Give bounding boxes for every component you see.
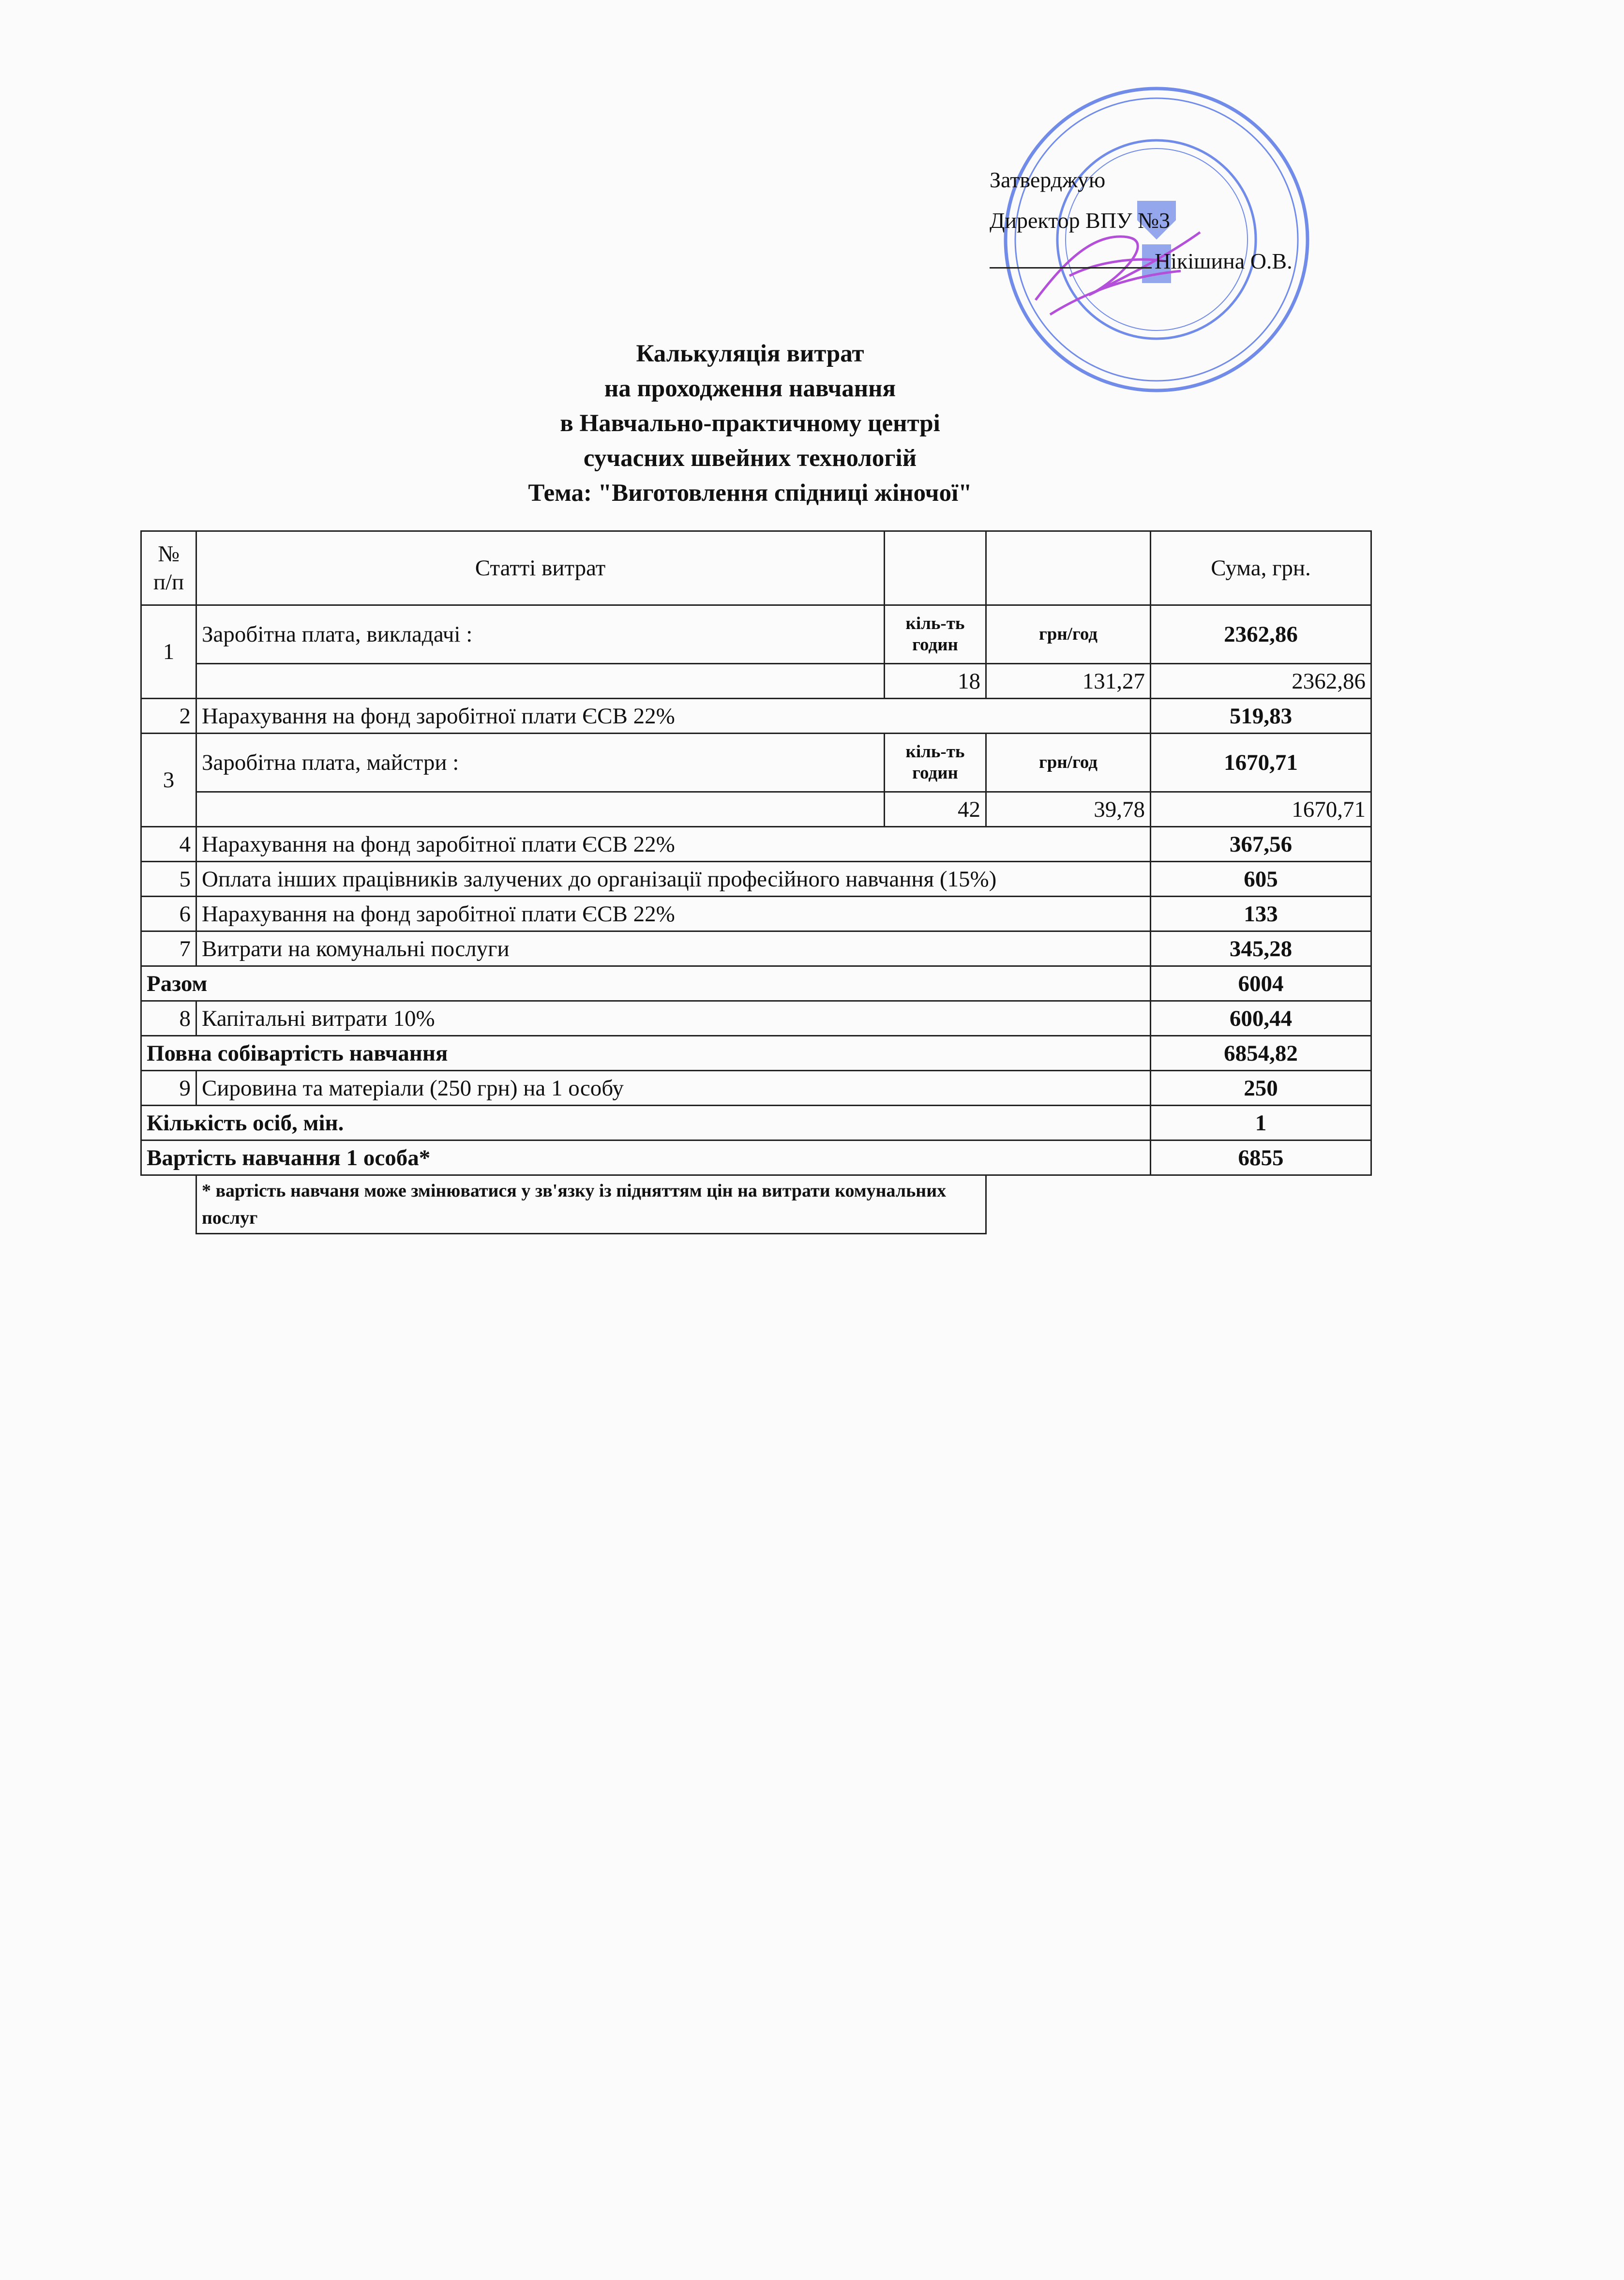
row-sum: 1670,71	[1151, 734, 1371, 792]
row-sum: 2362,86	[1151, 605, 1371, 664]
title-line-3: в Навчально-практичному центрі	[560, 410, 940, 437]
table-row	[141, 1071, 1371, 1106]
table-row	[141, 605, 1371, 664]
table-header-row	[141, 531, 1371, 605]
title-line-2: на проходження навчання	[604, 375, 896, 402]
row-num: 9	[141, 1071, 196, 1106]
table-row	[141, 931, 1371, 966]
header-empty-2	[986, 531, 1151, 605]
per-person-label: Вартість навчання 1 особа*	[141, 1140, 1151, 1175]
table-row	[141, 1001, 1371, 1036]
row-label-empty	[196, 664, 885, 699]
header-num: № п/п	[141, 531, 196, 605]
table-row	[141, 734, 1371, 792]
sub-header-rate: грн/год	[986, 734, 1151, 792]
table-footnote: * вартість навчаня може змінюватися у зв'язку із підняттям цін на витрати комунальних послуг	[196, 1175, 986, 1234]
table-row	[141, 897, 1371, 931]
total-label: Разом	[141, 966, 1151, 1001]
signature-underline	[990, 267, 1152, 269]
cost-calculation-table	[140, 530, 1372, 1234]
row-num: 1	[141, 605, 196, 699]
per-person-sum: 6855	[1151, 1140, 1371, 1175]
table-row	[141, 827, 1371, 862]
row-sum: 600,44	[1151, 1001, 1371, 1036]
row-label: Витрати на комунальні послуги	[196, 931, 1151, 966]
full-cost-sum: 6854,82	[1151, 1036, 1371, 1071]
full-cost-label: Повна собівартість навчання	[141, 1036, 1151, 1071]
row-sum: 133	[1151, 897, 1371, 931]
row-num: 8	[141, 1001, 196, 1036]
header-empty-1	[885, 531, 986, 605]
table-subrow	[141, 664, 1371, 699]
note-spacer	[1151, 1175, 1371, 1234]
row-num: 7	[141, 931, 196, 966]
row-label: Капітальні витрати 10%	[196, 1001, 1151, 1036]
row-num: 2	[141, 699, 196, 734]
table-subrow	[141, 792, 1371, 827]
note-spacer	[986, 1175, 1151, 1234]
row-sum: 519,83	[1151, 699, 1371, 734]
table-total-row	[141, 1140, 1371, 1175]
row-label: Нарахування на фонд заробітної плати ЄСВ 22%	[196, 897, 1151, 931]
approval-position: Директор ВПУ №3	[990, 208, 1171, 233]
persons-label: Кількість осіб, мін.	[141, 1106, 1151, 1140]
table-total-row	[141, 966, 1371, 1001]
title-line-5: Тема: "Виготовлення спідниці жіночої"	[528, 480, 972, 507]
table-total-row	[141, 1106, 1371, 1140]
row-sub-sum: 2362,86	[1151, 664, 1371, 699]
note-spacer	[141, 1175, 196, 1234]
row-num: 5	[141, 862, 196, 897]
header-item: Статті витрат	[196, 531, 885, 605]
row-sum: 250	[1151, 1071, 1371, 1106]
title-line-1: Калькуляція витрат	[636, 340, 864, 367]
row-num: 6	[141, 897, 196, 931]
sub-header-rate: грн/год	[986, 605, 1151, 664]
row-hours: 18	[885, 664, 986, 699]
row-label: Заробітна плата, викладачі :	[196, 605, 885, 664]
row-num: 4	[141, 827, 196, 862]
table-total-row	[141, 1036, 1371, 1071]
persons-sum: 1	[1151, 1106, 1371, 1140]
row-label-empty	[196, 792, 885, 827]
approval-block	[990, 160, 1293, 282]
row-label: Заробітна плата, майстри :	[196, 734, 885, 792]
row-sum: 605	[1151, 862, 1371, 897]
row-rate: 131,27	[986, 664, 1151, 699]
title-line-4: сучасних швейних технологій	[583, 445, 917, 472]
document-title	[426, 336, 1074, 510]
row-label: Нарахування на фонд заробітної плати ЄСВ 22%	[196, 827, 1151, 862]
table-note-row	[141, 1175, 1371, 1234]
row-label: Оплата інших працівників залучених до організації професійного навчання (15%)	[196, 862, 1151, 897]
header-sum: Сума, грн.	[1151, 531, 1371, 605]
approval-signature-line	[990, 241, 1293, 282]
row-num: 3	[141, 734, 196, 827]
total-sum: 6004	[1151, 966, 1371, 1001]
row-hours: 42	[885, 792, 986, 827]
row-sum: 345,28	[1151, 931, 1371, 966]
approval-name: Нікішина О.В.	[1155, 249, 1293, 273]
sub-header-hours: кіль-ть годин	[885, 605, 986, 664]
table-row	[141, 862, 1371, 897]
approval-heading: Затверджую	[990, 167, 1106, 192]
row-rate: 39,78	[986, 792, 1151, 827]
row-label: Сировина та матеріали (250 грн) на 1 особу	[196, 1071, 1151, 1106]
row-sub-sum: 1670,71	[1151, 792, 1371, 827]
row-label: Нарахування на фонд заробітної плати ЄСВ 22%	[196, 699, 1151, 734]
table-row	[141, 699, 1371, 734]
row-sum: 367,56	[1151, 827, 1371, 862]
sub-header-hours: кіль-ть годин	[885, 734, 986, 792]
